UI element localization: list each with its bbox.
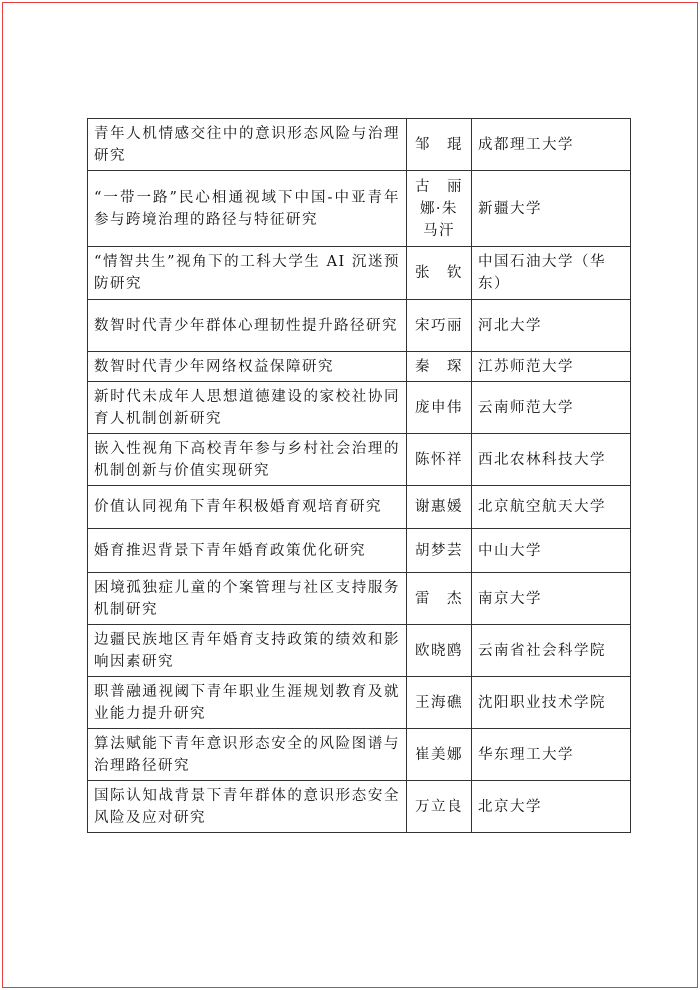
project-institution: 云南省社会科学院 bbox=[472, 625, 631, 677]
project-institution: 江苏师范大学 bbox=[472, 352, 631, 382]
project-leader: 谢惠媛 bbox=[407, 486, 472, 529]
project-institution: 中山大学 bbox=[472, 529, 631, 573]
project-title: 婚育推迟背景下青年婚育政策优化研究 bbox=[88, 529, 407, 573]
project-institution: 新疆大学 bbox=[472, 171, 631, 247]
table-row bbox=[88, 625, 631, 677]
project-leader: 宋巧丽 bbox=[407, 300, 472, 352]
table-row bbox=[88, 529, 631, 573]
project-title: 新时代未成年人思想道德建设的家校社协同育人机制创新研究 bbox=[88, 382, 407, 434]
project-title: 数智时代青少年群体心理韧性提升路径研究 bbox=[88, 300, 407, 352]
table-row bbox=[88, 247, 631, 300]
table-row bbox=[88, 434, 631, 486]
project-title: 职普融通视阈下青年职业生涯规划教育及就业能力提升研究 bbox=[88, 677, 407, 729]
project-title: 困境孤独症儿童的个案管理与社区支持服务机制研究 bbox=[88, 573, 407, 625]
project-institution: 河北大学 bbox=[472, 300, 631, 352]
project-title: “一带一路”民心相通视域下中国-中亚青年参与跨境治理的路径与特征研究 bbox=[88, 171, 407, 247]
project-institution: 成都理工大学 bbox=[472, 119, 631, 171]
table-row bbox=[88, 573, 631, 625]
project-leader: 秦 琛 bbox=[407, 352, 472, 382]
project-title: 国际认知战背景下青年群体的意识形态安全风险及应对研究 bbox=[88, 781, 407, 833]
project-title: 数智时代青少年网络权益保障研究 bbox=[88, 352, 407, 382]
project-institution: 中国石油大学（华东） bbox=[472, 247, 631, 300]
project-title: 青年人机情感交往中的意识形态风险与治理研究 bbox=[88, 119, 407, 171]
project-institution: 云南师范大学 bbox=[472, 382, 631, 434]
table-row bbox=[88, 729, 631, 781]
project-leader: 万立良 bbox=[407, 781, 472, 833]
project-leader: 庞申伟 bbox=[407, 382, 472, 434]
project-leader: 雷 杰 bbox=[407, 573, 472, 625]
project-leader: 欧晓鸥 bbox=[407, 625, 472, 677]
project-table bbox=[87, 118, 631, 833]
table-row bbox=[88, 677, 631, 729]
project-leader: 邹 琨 bbox=[407, 119, 472, 171]
project-leader: 张 钦 bbox=[407, 247, 472, 300]
table-row bbox=[88, 119, 631, 171]
project-title: 边疆民族地区青年婚育支持政策的绩效和影响因素研究 bbox=[88, 625, 407, 677]
project-institution: 西北农林科技大学 bbox=[472, 434, 631, 486]
project-title: 算法赋能下青年意识形态安全的风险图谱与治理路径研究 bbox=[88, 729, 407, 781]
project-leader: 胡梦芸 bbox=[407, 529, 472, 573]
project-title: “情智共生”视角下的工科大学生 AI 沉迷预防研究 bbox=[88, 247, 407, 300]
project-title: 价值认同视角下青年积极婚育观培育研究 bbox=[88, 486, 407, 529]
table-row bbox=[88, 382, 631, 434]
project-title: 嵌入性视角下高校青年参与乡村社会治理的机制创新与价值实现研究 bbox=[88, 434, 407, 486]
project-institution: 沈阳职业技术学院 bbox=[472, 677, 631, 729]
project-institution: 北京航空航天大学 bbox=[472, 486, 631, 529]
project-leader: 王海礁 bbox=[407, 677, 472, 729]
project-institution: 南京大学 bbox=[472, 573, 631, 625]
table-row bbox=[88, 486, 631, 529]
project-leader: 陈怀祥 bbox=[407, 434, 472, 486]
project-institution: 华东理工大学 bbox=[472, 729, 631, 781]
table-row bbox=[88, 171, 631, 247]
project-institution: 北京大学 bbox=[472, 781, 631, 833]
project-leader: 古 丽娜·朱马汗 bbox=[407, 171, 472, 247]
table-row bbox=[88, 352, 631, 382]
table-row bbox=[88, 300, 631, 352]
table-row bbox=[88, 781, 631, 833]
project-leader: 崔美娜 bbox=[407, 729, 472, 781]
